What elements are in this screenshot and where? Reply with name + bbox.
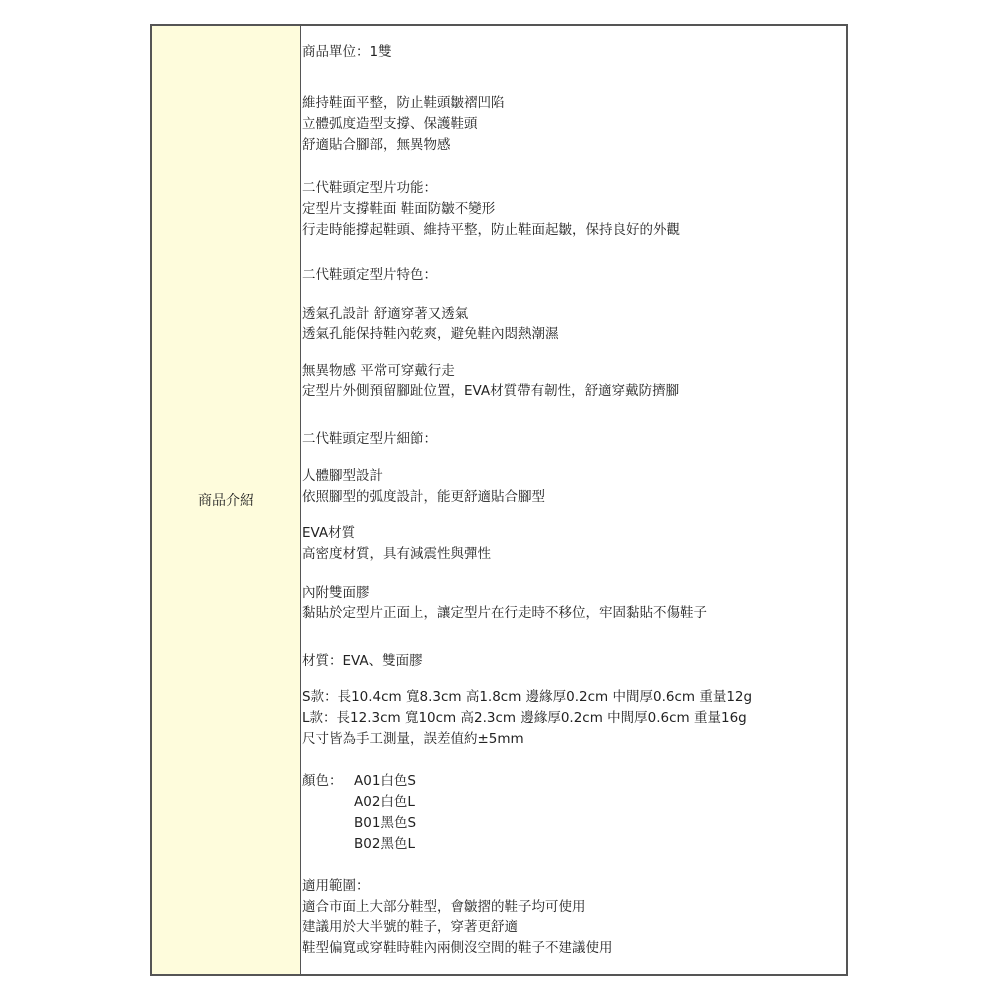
color-option: A01白色S: [354, 773, 416, 789]
color-option: B01黑色S: [354, 815, 417, 831]
feature-line: 無異物感 平常可穿戴行走: [302, 363, 455, 379]
material-line: 材質：EVA、雙面膠: [302, 653, 423, 669]
label-cell: [152, 26, 301, 974]
content-cell: [301, 26, 846, 974]
size-line: S款：長10.4cm 寬8.3cm 高1.8cm 邊緣厚0.2cm 中間厚0.6cm 重量12g: [302, 689, 753, 705]
scope-line: 建議用於大半號的鞋子，穿著更舒適: [302, 919, 518, 935]
detail-line: EVA材質: [302, 525, 356, 541]
feature-line: 透氣孔設計 舒適穿著又透氣: [302, 306, 469, 322]
feature-line: 透氣孔能保持鞋內乾爽，避免鞋內悶熱潮濕: [302, 326, 559, 342]
scope-line: 鞋型偏寬或穿鞋時鞋內兩側沒空間的鞋子不建議使用: [302, 940, 613, 956]
function-title: 二代鞋頭定型片功能：: [302, 180, 437, 196]
detail-line: 黏貼於定型片正面上，讓定型片在行走時不移位，牢固黏貼不傷鞋子: [302, 605, 707, 621]
intro-line: 立體弧度造型支撐、保護鞋頭: [302, 116, 478, 132]
detail-line: 人體腳型設計: [302, 468, 383, 484]
function-line: 行走時能撐起鞋頭、維持平整，防止鞋面起皺，保持良好的外觀: [302, 222, 680, 238]
detail-line: 內附雙面膠: [302, 585, 370, 601]
intro-line: 維持鞋面平整，防止鞋頭皺褶凹陷: [302, 95, 505, 111]
product-table: [150, 24, 848, 976]
detail-line: 高密度材質，具有減震性與彈性: [302, 546, 491, 562]
feature-title: 二代鞋頭定型片特色：: [302, 267, 437, 283]
unit-line: 商品單位：1雙: [302, 44, 392, 60]
size-note: 尺寸皆為手工測量，誤差值約±5mm: [302, 731, 524, 747]
feature-line: 定型片外側預留腳趾位置，EVA材質帶有韌性，舒適穿戴防擠腳: [302, 383, 680, 399]
color-option: A02白色L: [354, 794, 415, 810]
color-option: B02黑色L: [354, 836, 415, 852]
scope-title: 適用範圍：: [302, 878, 370, 894]
intro-line: 舒適貼合腳部，無異物感: [302, 137, 451, 153]
label-text: 商品介紹: [198, 493, 254, 509]
detail-title: 二代鞋頭定型片細節：: [302, 431, 437, 447]
color-label: 顏色：: [302, 773, 343, 789]
size-line: L款：長12.3cm 寬10cm 高2.3cm 邊緣厚0.2cm 中間厚0.6cm 重量16g: [302, 710, 747, 726]
scope-line: 適合市面上大部分鞋型，會皺摺的鞋子均可使用: [302, 899, 586, 915]
detail-line: 依照腳型的弧度設計，能更舒適貼合腳型: [302, 489, 545, 505]
function-line: 定型片支撐鞋面 鞋面防皺不變形: [302, 201, 496, 217]
